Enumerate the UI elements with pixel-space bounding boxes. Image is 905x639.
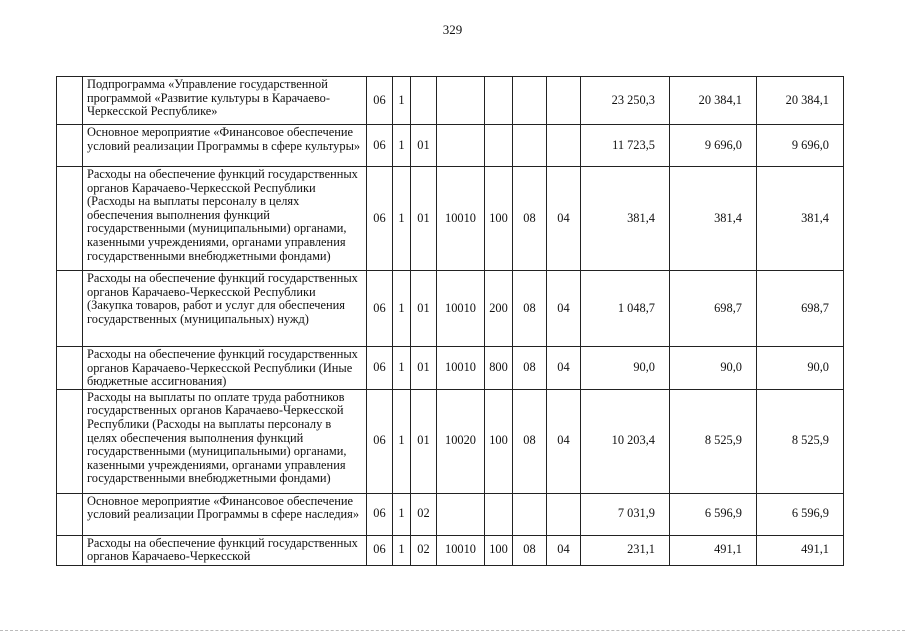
table-row [57, 125, 844, 167]
amount-year3-cell: 381,4 [757, 167, 844, 271]
amount-year1-cell: 1 048,7 [581, 271, 670, 347]
table-row [57, 271, 844, 347]
code-ministry-cell: 06 [367, 167, 393, 271]
code-program-cell: 1 [393, 125, 411, 167]
code-expense-type-cell [485, 125, 513, 167]
code-subsection-cell [547, 125, 581, 167]
code-section-cell [513, 125, 547, 167]
row-name-cell: Расходы на выплаты по оплате труда работников государственных органов Карачаево-Черкесской Республики (Расходы на выплаты персоналу в целях обеспечения выполнения функций государственными (муниципальными) органами, казенными учреждениями, органами управления государственными внебюджетными фондами) [83, 389, 367, 493]
row-lead-cell [57, 347, 83, 390]
row-name-cell: Расходы на обеспечение функций государственных органов Карачаево-Черкесской [83, 535, 367, 565]
scan-edge-line [0, 630, 905, 631]
code-expense-type-cell: 800 [485, 347, 513, 390]
code-program-cell: 1 [393, 271, 411, 347]
code-direction-cell: 10010 [437, 347, 485, 390]
code-event-cell: 02 [411, 493, 437, 535]
amount-year1-cell: 7 031,9 [581, 493, 670, 535]
code-direction-cell [437, 125, 485, 167]
code-ministry-cell: 06 [367, 493, 393, 535]
amount-year2-cell: 6 596,9 [670, 493, 757, 535]
code-program-cell: 1 [393, 167, 411, 271]
code-event-cell: 01 [411, 125, 437, 167]
code-subsection-cell: 04 [547, 271, 581, 347]
code-expense-type-cell: 200 [485, 271, 513, 347]
row-lead-cell [57, 167, 83, 271]
amount-year3-cell: 698,7 [757, 271, 844, 347]
row-lead-cell [57, 535, 83, 565]
code-expense-type-cell: 100 [485, 167, 513, 271]
amount-year3-cell: 491,1 [757, 535, 844, 565]
code-section-cell [513, 77, 547, 125]
code-ministry-cell: 06 [367, 347, 393, 390]
code-ministry-cell: 06 [367, 271, 393, 347]
code-ministry-cell: 06 [367, 77, 393, 125]
code-event-cell [411, 77, 437, 125]
row-lead-cell [57, 77, 83, 125]
table-row [57, 77, 844, 125]
row-name-cell: Расходы на обеспечение функций государственных органов Карачаево-Черкесской Республики (Закупка товаров, работ и услуг для обеспечения государственных (муниципальных) нужд) [83, 271, 367, 347]
code-program-cell: 1 [393, 77, 411, 125]
amount-year1-cell: 23 250,3 [581, 77, 670, 125]
code-subsection-cell: 04 [547, 535, 581, 565]
table-row [57, 167, 844, 271]
code-direction-cell: 10010 [437, 271, 485, 347]
amount-year2-cell: 90,0 [670, 347, 757, 390]
code-ministry-cell: 06 [367, 535, 393, 565]
code-direction-cell: 10020 [437, 389, 485, 493]
amount-year1-cell: 11 723,5 [581, 125, 670, 167]
code-section-cell [513, 493, 547, 535]
code-event-cell: 02 [411, 535, 437, 565]
code-expense-type-cell: 100 [485, 389, 513, 493]
row-lead-cell [57, 389, 83, 493]
code-event-cell: 01 [411, 389, 437, 493]
table-row [57, 347, 844, 390]
code-direction-cell: 10010 [437, 535, 485, 565]
table-row [57, 493, 844, 535]
code-event-cell: 01 [411, 347, 437, 390]
code-program-cell: 1 [393, 389, 411, 493]
amount-year3-cell: 90,0 [757, 347, 844, 390]
code-ministry-cell: 06 [367, 125, 393, 167]
budget-table-wrap [56, 76, 844, 566]
amount-year3-cell: 20 384,1 [757, 77, 844, 125]
code-section-cell: 08 [513, 389, 547, 493]
code-section-cell: 08 [513, 347, 547, 390]
amount-year1-cell: 381,4 [581, 167, 670, 271]
amount-year2-cell: 491,1 [670, 535, 757, 565]
code-section-cell: 08 [513, 271, 547, 347]
code-section-cell: 08 [513, 167, 547, 271]
row-name-cell: Расходы на обеспечение функций государственных органов Карачаево-Черкесской Республики (Иные бюджетные ассигнования) [83, 347, 367, 390]
amount-year3-cell: 6 596,9 [757, 493, 844, 535]
code-expense-type-cell [485, 77, 513, 125]
code-expense-type-cell: 100 [485, 535, 513, 565]
code-subsection-cell: 04 [547, 347, 581, 390]
code-program-cell: 1 [393, 347, 411, 390]
row-name-cell: Расходы на обеспечение функций государственных органов Карачаево-Черкесской Республики (Расходы на выплаты персоналу в целях обеспечения выполнения функций государственными (муниципальными) органами, казенными учреждениями, органами управления государственными внебюджетными фондами) [83, 167, 367, 271]
amount-year1-cell: 10 203,4 [581, 389, 670, 493]
row-lead-cell [57, 493, 83, 535]
amount-year3-cell: 8 525,9 [757, 389, 844, 493]
code-section-cell: 08 [513, 535, 547, 565]
table-row [57, 389, 844, 493]
code-event-cell: 01 [411, 167, 437, 271]
amount-year2-cell: 698,7 [670, 271, 757, 347]
code-subsection-cell [547, 493, 581, 535]
amount-year2-cell: 20 384,1 [670, 77, 757, 125]
amount-year1-cell: 90,0 [581, 347, 670, 390]
code-subsection-cell: 04 [547, 389, 581, 493]
budget-table [56, 76, 844, 566]
row-name-cell: Основное мероприятие «Финансовое обеспечение условий реализации Программы в сфере культуры» [83, 125, 367, 167]
row-lead-cell [57, 125, 83, 167]
code-subsection-cell [547, 77, 581, 125]
code-ministry-cell: 06 [367, 389, 393, 493]
amount-year2-cell: 8 525,9 [670, 389, 757, 493]
code-expense-type-cell [485, 493, 513, 535]
amount-year2-cell: 381,4 [670, 167, 757, 271]
code-direction-cell: 10010 [437, 167, 485, 271]
amount-year1-cell: 231,1 [581, 535, 670, 565]
code-event-cell: 01 [411, 271, 437, 347]
table-row [57, 535, 844, 565]
code-direction-cell [437, 77, 485, 125]
row-name-cell: Основное мероприятие «Финансовое обеспечение условий реализации Программы в сфере наследия» [83, 493, 367, 535]
row-lead-cell [57, 271, 83, 347]
code-program-cell: 1 [393, 493, 411, 535]
row-name-cell: Подпрограмма «Управление государственной программой «Развитие культуры в Карачаево-Черкесской Республике» [83, 77, 367, 125]
code-direction-cell [437, 493, 485, 535]
page-number: 329 [442, 22, 463, 37]
amount-year2-cell: 9 696,0 [670, 125, 757, 167]
code-subsection-cell: 04 [547, 167, 581, 271]
code-program-cell: 1 [393, 535, 411, 565]
amount-year3-cell: 9 696,0 [757, 125, 844, 167]
